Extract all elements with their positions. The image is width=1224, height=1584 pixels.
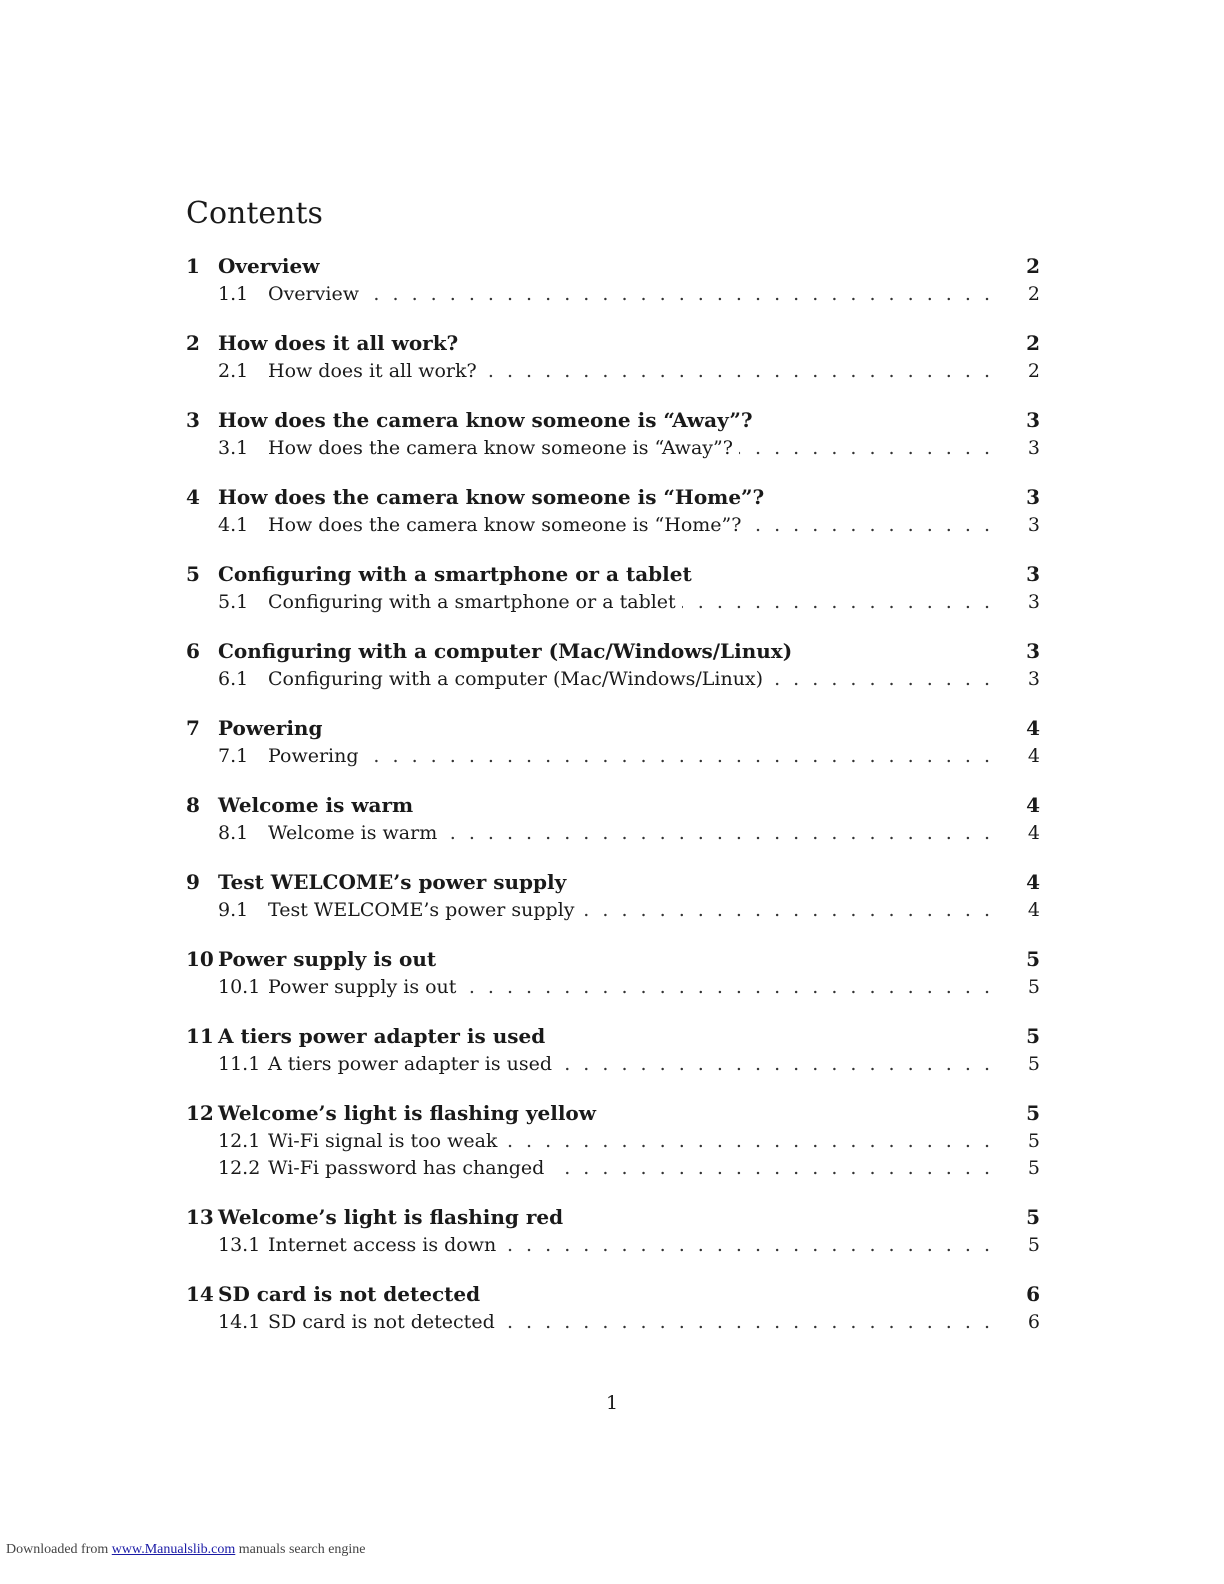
subsection-number: 9.1 xyxy=(218,899,249,921)
subsection-page: 4 xyxy=(1027,745,1040,767)
subsection-title: Test WELCOME’s power supply xyxy=(268,899,575,921)
dot-leader xyxy=(558,1051,990,1078)
toc-section xyxy=(186,637,1040,693)
section-title: A tiers power adapter is used xyxy=(218,1024,546,1048)
subsection-page: 5 xyxy=(1027,976,1040,998)
subsection-title: How does it all work? xyxy=(268,360,477,382)
toc-subsection-entry[interactable] xyxy=(186,358,1040,385)
toc-section-entry[interactable] xyxy=(186,1203,1040,1232)
toc-subsection-entry[interactable] xyxy=(186,1232,1040,1259)
subsection-title: Power supply is out xyxy=(268,976,457,998)
subsection-title: Wi-Fi password has changed xyxy=(268,1157,545,1179)
toc-section-entry[interactable] xyxy=(186,945,1040,974)
footer-prefix: Downloaded from xyxy=(6,1542,112,1557)
section-number: 13 xyxy=(186,1205,214,1229)
subsection-title: Welcome is warm xyxy=(268,822,438,844)
section-title: Power supply is out xyxy=(218,947,437,971)
section-page: 5 xyxy=(1026,1024,1040,1048)
subsection-number: 2.1 xyxy=(218,360,249,382)
dot-leader xyxy=(443,820,990,847)
toc-subsection-entry[interactable] xyxy=(186,1155,1040,1182)
subsection-number: 12.1 xyxy=(218,1130,261,1152)
subsection-title: Configuring with a computer (Mac/Windows/Linux) xyxy=(268,668,764,690)
section-page: 2 xyxy=(1026,254,1040,278)
toc-subsection-entry[interactable] xyxy=(186,1051,1040,1078)
toc-section-entry[interactable] xyxy=(186,252,1040,281)
toc-subsection-entry[interactable] xyxy=(186,512,1040,539)
toc-section xyxy=(186,252,1040,308)
toc-subsection-entry[interactable] xyxy=(186,666,1040,693)
toc-section xyxy=(186,1022,1040,1078)
section-number: 12 xyxy=(186,1101,214,1125)
section-page: 6 xyxy=(1026,1282,1040,1306)
subsection-number: 1.1 xyxy=(218,283,249,305)
subsection-number: 10.1 xyxy=(218,976,261,998)
toc-section-entry[interactable] xyxy=(186,868,1040,897)
subsection-page: 6 xyxy=(1027,1311,1040,1333)
section-page: 5 xyxy=(1026,1205,1040,1229)
section-page: 4 xyxy=(1026,793,1040,817)
section-title: Powering xyxy=(218,716,323,740)
section-page: 5 xyxy=(1026,1101,1040,1125)
section-page: 3 xyxy=(1026,639,1040,663)
subsection-title: How does the camera know someone is “Home”? xyxy=(268,514,742,536)
subsection-page: 5 xyxy=(1027,1053,1040,1075)
section-number: 4 xyxy=(186,485,200,509)
section-title: How does the camera know someone is “Away”? xyxy=(218,408,753,432)
section-number: 9 xyxy=(186,870,200,894)
toc-subsection-entry[interactable] xyxy=(186,1309,1040,1336)
toc-section xyxy=(186,406,1040,462)
section-number: 1 xyxy=(186,254,200,278)
section-number: 7 xyxy=(186,716,200,740)
section-number: 14 xyxy=(186,1282,214,1306)
subsection-number: 14.1 xyxy=(218,1311,261,1333)
toc-section-entry[interactable] xyxy=(186,406,1040,435)
subsection-number: 5.1 xyxy=(218,591,249,613)
footer-suffix: manuals search engine xyxy=(235,1542,366,1557)
dot-leader xyxy=(769,666,990,693)
section-number: 5 xyxy=(186,562,200,586)
toc-section-entry[interactable] xyxy=(186,329,1040,358)
footer xyxy=(6,1542,366,1558)
section-title: How does it all work? xyxy=(218,331,459,355)
toc-subsection-entry[interactable] xyxy=(186,974,1040,1001)
subsection-number: 11.1 xyxy=(218,1053,261,1075)
section-title: Overview xyxy=(218,254,320,278)
section-page: 4 xyxy=(1026,870,1040,894)
section-title: Test WELCOME’s power supply xyxy=(218,870,567,894)
toc-section-entry[interactable] xyxy=(186,483,1040,512)
section-title: SD card is not detected xyxy=(218,1282,481,1306)
section-page: 2 xyxy=(1026,331,1040,355)
section-page: 3 xyxy=(1026,562,1040,586)
toc-section-entry[interactable] xyxy=(186,560,1040,589)
subsection-number: 8.1 xyxy=(218,822,249,844)
subsection-page: 3 xyxy=(1027,437,1040,459)
table-of-contents xyxy=(186,252,1040,1357)
subsection-title: SD card is not detected xyxy=(268,1311,495,1333)
subsection-page: 4 xyxy=(1027,822,1040,844)
toc-section xyxy=(186,714,1040,770)
subsection-title: A tiers power adapter is used xyxy=(268,1053,553,1075)
toc-subsection-entry[interactable] xyxy=(186,1128,1040,1155)
dot-leader xyxy=(483,358,990,385)
dot-leader xyxy=(682,589,990,616)
dot-leader xyxy=(550,1155,990,1182)
toc-subsection-entry[interactable] xyxy=(186,435,1040,462)
dot-leader xyxy=(365,281,990,308)
toc-section xyxy=(186,483,1040,539)
subsection-number: 3.1 xyxy=(218,437,249,459)
subsection-title: Configuring with a smartphone or a tablet xyxy=(268,591,676,613)
subsection-title: How does the camera know someone is “Away”? xyxy=(268,437,733,459)
toc-section xyxy=(186,1099,1040,1182)
section-page: 4 xyxy=(1026,716,1040,740)
section-title: Configuring with a computer (Mac/Windows/Linux) xyxy=(218,639,793,663)
section-title: Welcome’s light is flashing red xyxy=(218,1205,564,1229)
dot-leader xyxy=(501,1309,990,1336)
section-page: 5 xyxy=(1026,947,1040,971)
dot-leader xyxy=(365,743,990,770)
subsection-title: Overview xyxy=(268,283,359,305)
section-number: 6 xyxy=(186,639,200,663)
section-title: Welcome is warm xyxy=(218,793,414,817)
dot-leader xyxy=(503,1128,990,1155)
toc-section xyxy=(186,791,1040,847)
toc-subsection-entry[interactable] xyxy=(186,897,1040,924)
toc-section-entry[interactable] xyxy=(186,791,1040,820)
section-number: 3 xyxy=(186,408,200,432)
subsection-number: 6.1 xyxy=(218,668,249,690)
toc-section-entry[interactable] xyxy=(186,1099,1040,1128)
toc-section-entry[interactable] xyxy=(186,637,1040,666)
page-title: Contents xyxy=(186,196,323,231)
section-number: 11 xyxy=(186,1024,214,1048)
toc-section xyxy=(186,945,1040,1001)
toc-section-entry[interactable] xyxy=(186,1280,1040,1309)
section-number: 10 xyxy=(186,947,214,971)
subsection-number: 4.1 xyxy=(218,514,249,536)
manualslib-link[interactable]: www.Manualslib.com xyxy=(111,1542,236,1557)
section-title: How does the camera know someone is “Home”? xyxy=(218,485,765,509)
subsection-title: Powering xyxy=(268,745,359,767)
subsection-number: 7.1 xyxy=(218,745,249,767)
subsection-page: 4 xyxy=(1027,899,1040,921)
section-page: 3 xyxy=(1026,485,1040,509)
subsection-page: 5 xyxy=(1027,1130,1040,1152)
subsection-page: 5 xyxy=(1027,1157,1040,1179)
section-number: 2 xyxy=(186,331,200,355)
subsection-page: 2 xyxy=(1027,283,1040,305)
toc-section xyxy=(186,1203,1040,1259)
toc-section-entry[interactable] xyxy=(186,714,1040,743)
toc-subsection-entry[interactable] xyxy=(186,589,1040,616)
subsection-page: 3 xyxy=(1027,668,1040,690)
section-page: 3 xyxy=(1026,408,1040,432)
toc-section xyxy=(186,1280,1040,1336)
subsection-page: 3 xyxy=(1027,591,1040,613)
toc-section xyxy=(186,868,1040,924)
dot-leader xyxy=(747,512,990,539)
toc-subsection-entry[interactable] xyxy=(186,743,1040,770)
toc-subsection-entry[interactable] xyxy=(186,281,1040,308)
subsection-page: 5 xyxy=(1027,1234,1040,1256)
toc-subsection-entry[interactable] xyxy=(186,820,1040,847)
dot-leader xyxy=(462,974,990,1001)
subsection-title: Wi-Fi signal is too weak xyxy=(268,1130,498,1152)
toc-section xyxy=(186,560,1040,616)
toc-section-entry[interactable] xyxy=(186,1022,1040,1051)
dot-leader xyxy=(502,1232,990,1259)
page-number: 1 xyxy=(605,1392,619,1414)
subsection-number: 13.1 xyxy=(218,1234,261,1256)
toc-section xyxy=(186,329,1040,385)
subsection-page: 3 xyxy=(1027,514,1040,536)
dot-leader xyxy=(739,435,990,462)
section-number: 8 xyxy=(186,793,200,817)
dot-leader xyxy=(581,897,990,924)
section-title: Welcome’s light is flashing yellow xyxy=(218,1101,596,1125)
subsection-number: 12.2 xyxy=(218,1157,261,1179)
section-title: Configuring with a smartphone or a tablet xyxy=(218,562,692,586)
subsection-page: 2 xyxy=(1027,360,1040,382)
subsection-title: Internet access is down xyxy=(268,1234,497,1256)
